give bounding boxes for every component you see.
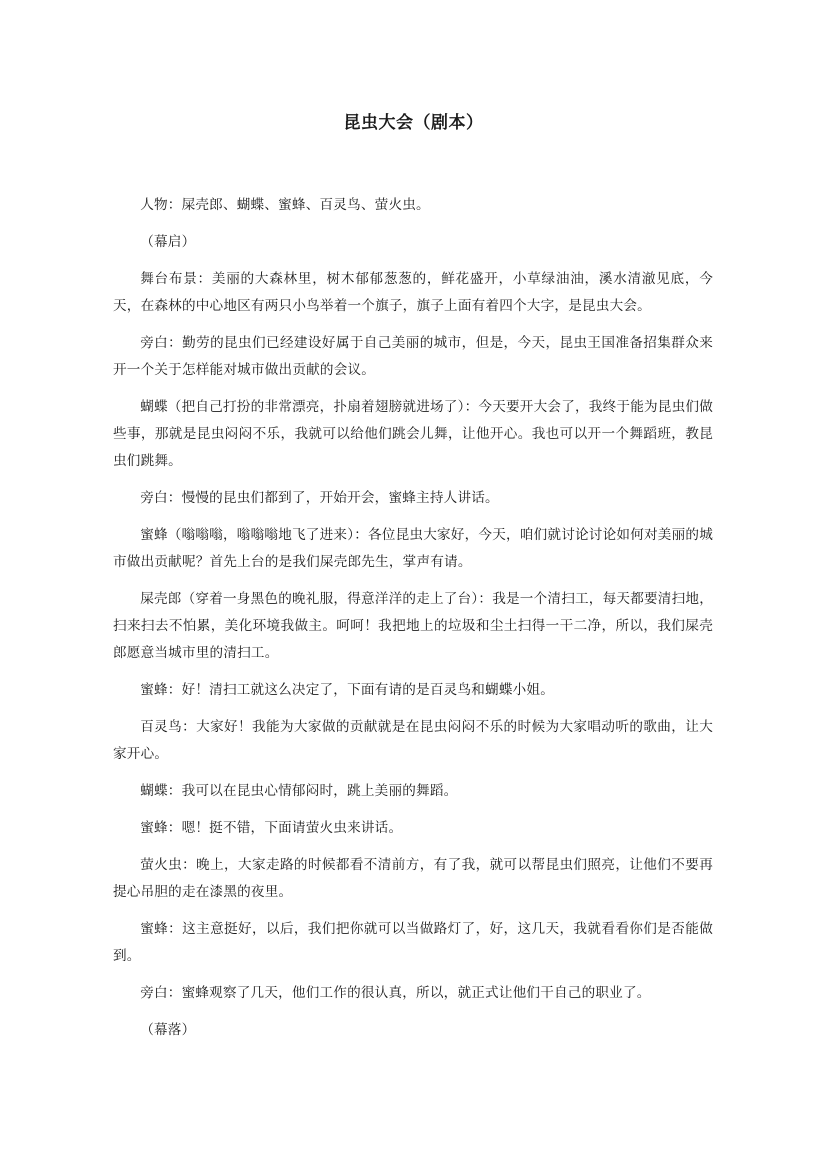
paragraph-curtain-up: （幕启）: [140, 234, 196, 250]
paragraph-butterfly-2: 蝴蝶：我可以在昆虫心情郁闷时，跳上美丽的舞蹈。: [140, 783, 458, 799]
document-title: 昆虫大会（剧本）: [343, 113, 484, 133]
paragraph-bee-1: 蜜蜂（嗡嗡嗡，嗡嗡嗡地飞了进来）：各位昆虫大家好，今天，咱们就讨论讨论如何对美丽的城市做出贡献呢？首先上台的是我们屎壳郎先生，掌声有请。: [113, 527, 713, 570]
paragraph-bee-2: 蜜蜂：好！清扫工就这么决定了，下面有请的是百灵鸟和蝴蝶小姐。: [140, 682, 554, 698]
paragraph-lark: 百灵鸟：大家好！我能为大家做的贡献就是在昆虫闷闷不乐的时候为大家唱动听的歌曲，让大家开心。: [113, 719, 713, 762]
document-body: [113, 192, 713, 1054]
paragraph-stage-setting: 舞台布景：美丽的大森林里，树木郁郁葱葱的，鲜花盛开，小草绿油油，溪水清澈见底，今天，在森林的中心地区有两只小鸟举着一个旗子，旗子上面有着四个大字，是昆虫大会。: [113, 271, 713, 314]
paragraph-dung-beetle: 屎壳郎（穿着一身黑色的晚礼服，得意洋洋的走上了台）：我是一个清扫工，每天都要清扫地，扫来扫去不怕累，美化环境我做主。呵呵！我把地上的垃圾和尘土扫得一干二净，所以，我们屎壳郎愿意当城市里的清扫工。: [113, 591, 713, 661]
paragraph-butterfly-1: 蝴蝶（把自己打扮的非常漂亮，扑扇着翅膀就进场了）：今天要开大会了，我终于能为昆虫们做些事，那就是昆虫闷闷不乐，我就可以给他们跳会儿舞，让他开心。我也可以开一个舞蹈班，教昆虫们跳舞。: [113, 399, 713, 469]
paragraph-bee-3: 蜜蜂：嗯！挺不错，下面请萤火虫来讲话。: [140, 820, 403, 836]
paragraph-narration-1: 旁白：勤劳的昆虫们已经建设好属于自己美丽的城市，但是，今天，昆虫王国准备招集群众来开一个关于怎样能对城市做出贡献的会议。: [113, 335, 713, 378]
paragraph-bee-4: 蜜蜂：这主意挺好，以后，我们把你就可以当做路灯了，好，这几天，我就看看你们是否能做到。: [113, 921, 713, 964]
paragraph-narration-3: 旁白：蜜蜂观察了几天，他们工作的很认真，所以，就正式让他们干自己的职业了。: [140, 985, 651, 1001]
paragraph-firefly: 萤火虫：晚上，大家走路的时候都看不清前方，有了我，就可以帮昆虫们照亮，让他们不要再提心吊胆的走在漆黑的夜里。: [113, 857, 713, 900]
paragraph-narration-2: 旁白：慢慢的昆虫们都到了，开始开会，蜜蜂主持人讲话。: [140, 490, 499, 506]
paragraph-curtain-down: （幕落）: [140, 1022, 196, 1038]
paragraph-characters: 人物：屎壳郎、蝴蝶、蜜蜂、百灵鸟、萤火虫。: [140, 197, 430, 213]
